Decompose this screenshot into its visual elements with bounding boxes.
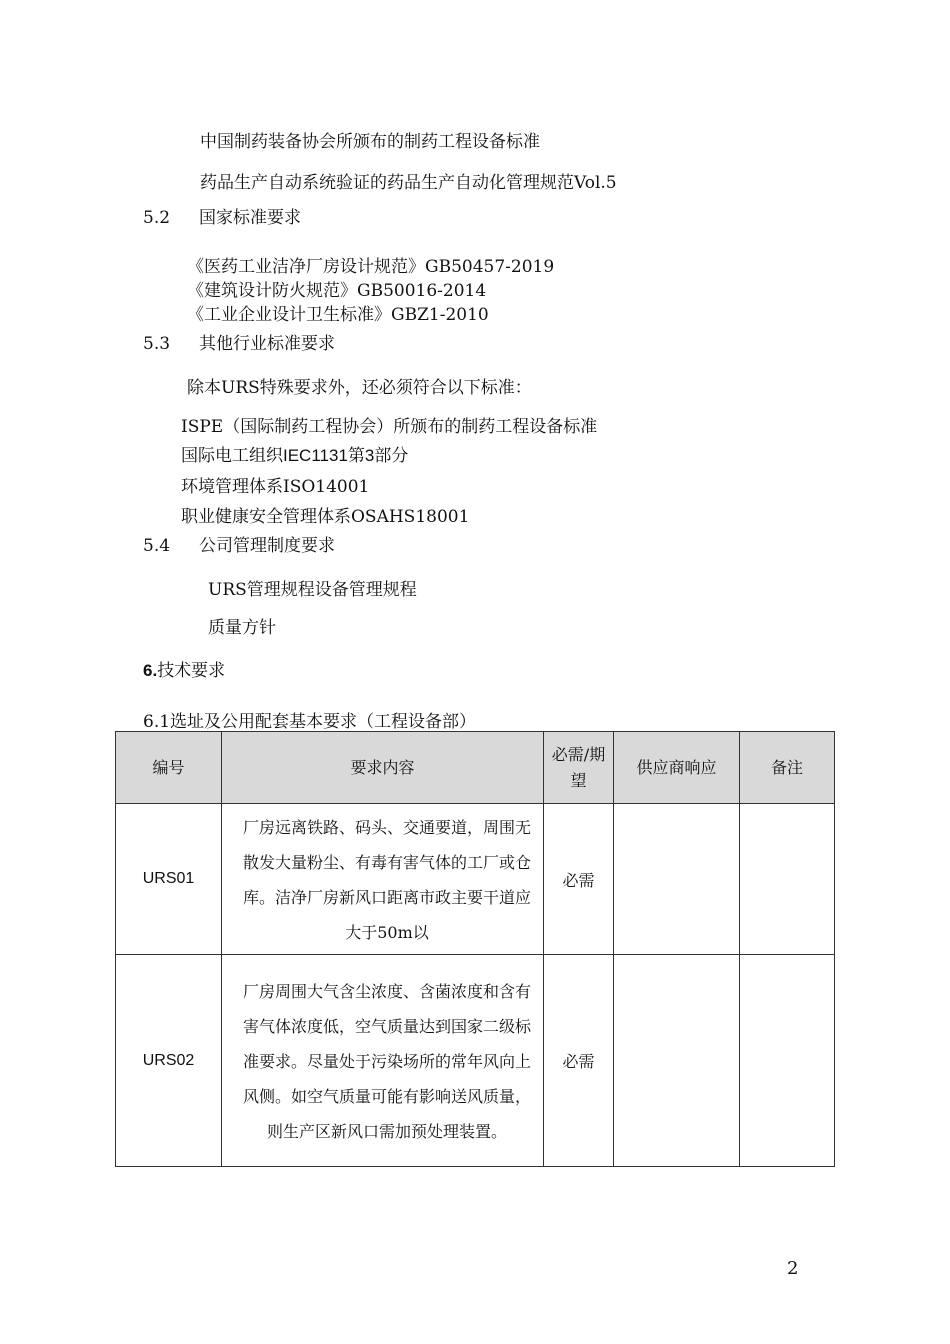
section-title: 国家标准要求 xyxy=(199,208,301,228)
iec-prefix: 国际电工组织 xyxy=(181,446,283,466)
heading-5-3 xyxy=(143,333,335,355)
line-automation-gamp: 药品生产自动系统验证的药品生产自动化管理规范Vol.5 xyxy=(200,173,617,193)
line-gb50016: 《建筑设计防火规范》GB50016-2014 xyxy=(187,281,487,301)
row-note[interactable] xyxy=(740,955,835,1167)
line-gb50457: 《医药工业洁净厂房设计规范》GB50457-2019 xyxy=(187,257,555,277)
section-title: 技术要求 xyxy=(157,661,226,681)
line-gbz1: 《工业企业设计卫生标准》GBZ1-2010 xyxy=(187,305,489,325)
line-iec1131 xyxy=(181,445,408,467)
page-number: 2 xyxy=(787,1258,799,1279)
row-required: 必需 xyxy=(544,955,614,1167)
section-number: 5.3 xyxy=(143,334,171,354)
table-row xyxy=(116,804,835,955)
row-supplier-response[interactable] xyxy=(614,955,740,1167)
section-number: 5.4 xyxy=(143,536,171,556)
row-id: URS01 xyxy=(116,804,222,955)
section-number: 5.2 xyxy=(143,208,171,228)
header-supplier-response: 供应商响应 xyxy=(614,732,740,804)
line-ispe: ISPE（国际制药工程协会）所颁布的制药工程设备标准 xyxy=(181,417,598,437)
iec-part: 部分 xyxy=(374,446,409,466)
iec-di: 第 xyxy=(347,446,365,466)
heading-6-1: 6.1选址及公用配套基本要求（工程设备部） xyxy=(143,712,477,732)
section-title: 其他行业标准要求 xyxy=(199,334,335,354)
header-note: 备注 xyxy=(740,732,835,804)
iec-code: IEC1131 xyxy=(283,446,348,465)
requirements-table xyxy=(115,731,835,1167)
line-osahs18001: 职业健康安全管理体系OSAHS18001 xyxy=(181,507,470,527)
heading-5-4 xyxy=(143,535,335,557)
line-urs-intro: 除本URS特殊要求外，还必须符合以下标准： xyxy=(187,378,532,398)
row-supplier-response[interactable] xyxy=(614,804,740,955)
heading-5-2 xyxy=(143,207,301,229)
row-note[interactable] xyxy=(740,804,835,955)
header-id: 编号 xyxy=(116,732,222,804)
line-iso14001: 环境管理体系ISO14001 xyxy=(181,477,370,497)
row-content: 厂房周围大气含尘浓度、含菌浓度和含有害气体浓度低，空气质量达到国家二级标准要求。尽量处于污染场所的常年风向上风侧。如空气质量可能有影响送风质量，则生产区新风口需加预处理装置。 xyxy=(222,955,544,1167)
table-header-row xyxy=(116,732,835,804)
header-content: 要求内容 xyxy=(222,732,544,804)
row-id: URS02 xyxy=(116,955,222,1167)
section-number: 6. xyxy=(143,661,158,680)
header-required: 必需/期望 xyxy=(544,732,614,804)
row-required: 必需 xyxy=(544,804,614,955)
line-cpema-standard: 中国制药装备协会所颁布的制药工程设备标准 xyxy=(200,132,540,152)
heading-6 xyxy=(143,660,225,682)
table-row xyxy=(116,955,835,1167)
row-content: 厂房远离铁路、码头、交通要道，周围无散发大量粉尘、有毒有害气体的工厂或仓库。洁净厂房新风口距离市政主要干道应大于50m以 xyxy=(222,804,544,955)
iec-part-number: 3 xyxy=(364,446,375,465)
line-urs-rules: URS管理规程设备管理规程 xyxy=(208,580,417,600)
section-title: 公司管理制度要求 xyxy=(199,536,335,556)
line-quality-policy: 质量方针 xyxy=(208,618,276,638)
